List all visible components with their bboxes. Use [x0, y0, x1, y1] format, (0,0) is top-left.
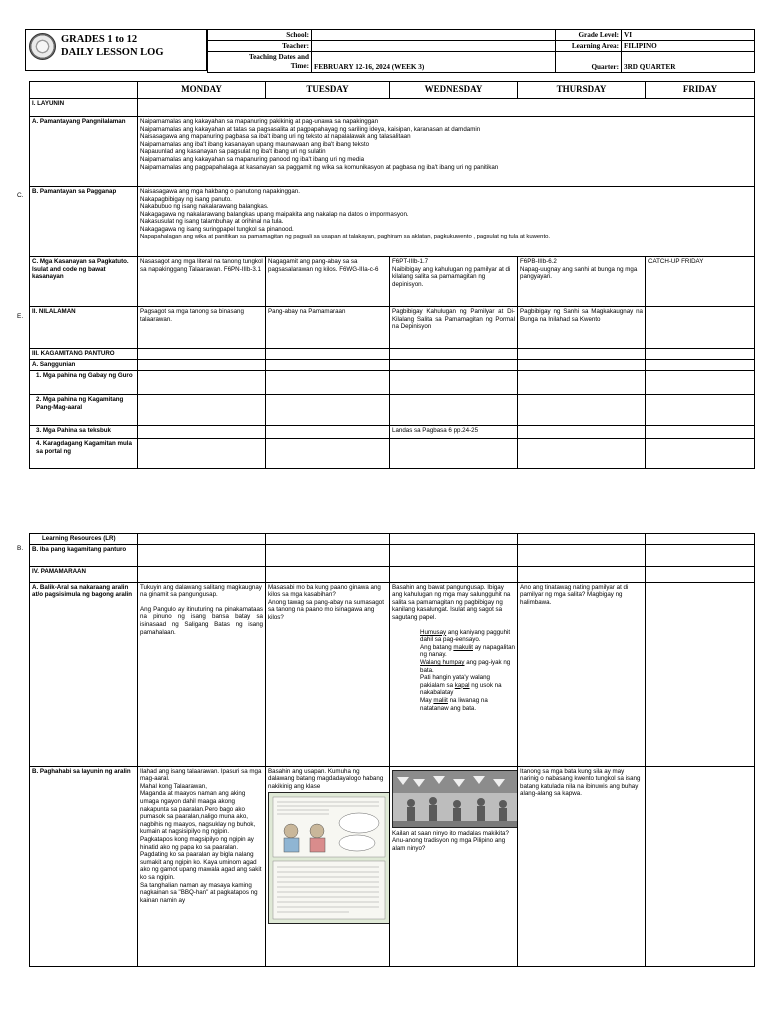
margin-letter-e: E.	[17, 313, 24, 320]
pamantayang-pangnilalaman-list	[138, 117, 755, 187]
pp-line: Naipamamalas ang pagpapahalaga at kasanayan sa paggamit ng wika sa komunikasyon at pagbasa ng iba't ibang uri ng panitikan	[140, 163, 499, 171]
kasanayan-friday: CATCH-UP FRIDAY	[646, 257, 755, 307]
pamamaraan-label: IV. PAMAMARAAN	[30, 566, 138, 582]
karagdagang-kagamitan-label: 4. Karagdagang Kagamitan mula sa portal ng	[30, 439, 138, 469]
balik-aral-monday-instruction: Tukuyin ang dalawang salitang magkaugnay na ginamit sa pangungusap.	[140, 583, 262, 599]
balik-aral-thursday: Ano ang tinatawag nating pamilyar at di pamilyar ng mga salita? Magbigay ng halimbawa.	[518, 582, 646, 766]
balik-aral-monday-sentence: Ang Pangulo ay itinuturing na pinakamataas na pinuno ng isang bansa batay sa isinasaad ng Saligang Batas ng isang pamahalaan.	[140, 605, 263, 636]
layunin-blank	[138, 99, 755, 117]
teaching-dates-label	[208, 52, 312, 73]
school-label: School:	[208, 30, 312, 41]
pg-line: Nakagagawa ng nakalarawang balangkas upang maipakita ang nakalap na datos o impormasyon.	[140, 210, 409, 218]
sentence-4: Pati hangin yata'y walang pakialam sa kapal ng usok na nakabalatay	[420, 674, 502, 697]
sentence-3: Walang humpay ang pag-iyak ng bata.	[420, 658, 511, 674]
quarter-value: 3RD QUARTER	[622, 52, 755, 73]
corner-header	[30, 82, 138, 99]
pamantayan-sa-pagganap-list	[138, 187, 755, 257]
grade-level-label: Grade Level:	[556, 30, 622, 41]
teacher-value	[312, 41, 556, 52]
paghahabi-tuesday	[266, 766, 390, 966]
layunin-label: I. LAYUNIN	[30, 99, 138, 117]
day-header-wednesday: WEDNESDAY	[390, 82, 518, 99]
paghahabi-friday	[646, 766, 755, 966]
quarter-label: Quarter:	[556, 52, 622, 73]
header-title-line2: DAILY LESSON LOG	[61, 47, 164, 58]
lesson-table-top	[29, 81, 755, 469]
kasanayan-label: C. Mga Kasanayan sa Pagkatuto. Isulat and code ng bawat kasanayan	[30, 257, 138, 307]
pg-line: Nakagagawa ng isang suringpapel tungkol sa pinanood.	[140, 225, 294, 233]
pg-line: Nakabubuo ng isang nakalarawang balangkas.	[140, 203, 269, 211]
day-header-friday: FRIDAY	[646, 82, 755, 99]
pp-line: Naipamamalas ang iba't ibang kasanayan upang maunawaan ang iba't ibang teksto	[140, 140, 370, 148]
school-value	[312, 30, 556, 41]
dialogue-illustration-image	[268, 792, 390, 924]
nilalaman-label: II. NILALAMAN	[30, 307, 138, 349]
lesson-table-bottom	[29, 533, 755, 967]
sentence-1: Humusay ang kaniyang pagguhit dahil sa pag-eensayo.	[420, 628, 511, 644]
pp-line: Naipamamalas ang kakayahan at tatas sa pagsasalita at pagpapahayag ng sariling ideya, kaisipan, karanasan at damdamin	[140, 125, 481, 133]
teacher-label: Teacher:	[208, 41, 312, 52]
teaching-dates-value: FEBRUARY 12-16, 2024 (WEEK 3)	[312, 52, 556, 73]
balik-aral-friday	[646, 582, 755, 766]
balik-aral-monday	[138, 582, 266, 766]
tradition-photo-image	[392, 770, 518, 828]
nilalaman-monday: Pagsagot sa mga tanong sa binasang talaarawan.	[138, 307, 266, 349]
balik-aral-wednesday	[390, 582, 518, 766]
underlined-word: makulit	[453, 643, 473, 651]
margin-letter-c: C.	[17, 192, 24, 199]
nilalaman-wednesday: Pagbibigay Kahulugan ng Pamilyar at Di-Kilalang Salita sa Pamamagitan ng Pormal na Depinisyon	[390, 307, 518, 349]
header-meta-table	[207, 29, 755, 73]
day-header-tuesday: TUESDAY	[266, 82, 390, 99]
sentence-2: Ang batang makulit ay napagalitan ng nanay.	[420, 643, 515, 659]
pp-line: Napauunlad ang kasanayan sa pagsulat ng iba't ibang uri ng sulatin	[140, 148, 326, 156]
balik-aral-wednesday-instruction: Basahin ang bawat pangungusap. Ibigay ang kahulugan ng mga may salungguhit na salita sa pamamagitan ng pagbibigay ng kanilang kasalungat. Isulat ang sagot sa sagutang papel.	[392, 583, 511, 621]
paghahabi-wednesday	[390, 766, 518, 966]
margin-letter-b: B.	[17, 545, 24, 552]
kasanayan-tuesday: Nagagamit ang pang-abay sa sa pagsasalarawan ng kilos. F6WG-IIIa-c-6	[266, 257, 390, 307]
sanggunian-label: A. Sanggunian	[30, 360, 138, 371]
paghahabi-tuesday-text: Basahin ang usapan. Kumuha ng dalawang batang magdadayalogo habang nakikinig ang klase	[268, 767, 384, 790]
pg-line: Napapahalagan ang wika at panitikan sa pamamagitan ng pagsali sa usapan at talakayan, paghiram sa aklatan, pagkukuwento , pagsulat ng tula at kuwento.	[140, 233, 551, 240]
paghahabi-label: B. Paghahabi sa layunin ng aralin	[30, 766, 138, 966]
paghahabi-wednesday-text: Kailan at saan ninyo ito madalas makikita? Anu-anong tradisyon ng mga Pilipino ang alam ninyo?	[392, 829, 509, 852]
kagamitan-label: III. KAGAMITANG PANTURO	[30, 349, 138, 360]
pg-line: Naisasagawa ang mga hakbang o panutong napakinggan.	[140, 188, 300, 195]
balik-aral-label: A. Balik-Aral sa nakaraang aralin at/o pagsisimula ng bagong aralin	[30, 582, 138, 766]
kasanayan-wednesday: F6PT-IIIb-1.7 Naibibigay ang kahulugan ng pamilyar at di kilalang salita sa pamamagitan ng depinisyon.	[390, 257, 518, 307]
pp-line: Naisasagawa ang mapanuring pagbasa sa iba't ibang uri ng teksto at napalalawak ang talasalitaan	[140, 133, 411, 141]
pp-line: Naipamamalas ang kakayahan sa mapanuring panood ng iba't ibang uri ng media	[140, 155, 365, 163]
teaching-dates-label-line2: Time:	[290, 62, 309, 70]
kasanayan-monday: Nasasagot ang mga literal na tanong tungkol sa napakinggang Talaarawan. F6PN-IIIb-3.1	[138, 257, 266, 307]
pamantayang-pangnilalaman-label: A. Pamantayang Pangnilalaman	[30, 117, 138, 187]
nilalaman-friday	[646, 307, 755, 349]
underlined-word: maliit	[433, 696, 448, 704]
gabay-guro-label: 1. Mga pahina ng Gabay ng Guro	[30, 371, 138, 395]
paghahabi-thursday: Itanong sa mga bata kung sila ay may narinig o nabasang kwento tungkol sa isang batang katulada nila na ibinuwis ang buhay alang-alang sa kapwa.	[518, 766, 646, 966]
header-title-line1: GRADES 1 to 12	[61, 34, 138, 45]
nilalaman-tuesday: Pang-abay na Pamamaraan	[266, 307, 390, 349]
nilalaman-thursday: Pagbibigay ng Sanhi sa Magkakaugnay na Bunga na Inilahad sa Kwento	[518, 307, 646, 349]
tradition-photo-drawing	[393, 771, 517, 827]
sentence-5: May maliit na liwanag na natatanaw ang bata.	[420, 696, 488, 712]
day-header-monday: MONDAY	[138, 82, 266, 99]
day-header-thursday: THURSDAY	[518, 82, 646, 99]
teksbuk-label: 3. Mga Pahina sa teksbuk	[30, 426, 138, 439]
paghahabi-monday: Ilahad ang isang talaarawan. Ipasuri sa mga mag-aaral. Mahal kong Talaarawan, Maganda at maayos naman ang aking umaga ngayon dahil maaga akong nakapunta sa paaralan.Pero bago ako pumasok sa paaralan,naligo muna ako, nagbihis ng maayos, nagsuklay ng buhok, kumain at nagsisipilyo ng ngipin. Pagkatapos kong magsipilyo ng ngipin ay hinatid ako ng papa ko sa paaralan. Pagdating ko sa paaralan ay bigla nalang sumakit ang ngipin ko. Kaya uminom agad ako ng gamot upang mawala agad ang sakit ko sa ngipin. Sa tanghalian naman ay masaya kaming nagkainan sa "BBQ-han" at pagkatapos ng kainan namin ay	[138, 766, 266, 966]
underlined-word: kapal	[454, 681, 470, 689]
grade-level-value: VI	[622, 30, 755, 41]
teaching-dates-label-line1: Teaching Dates and	[248, 53, 309, 61]
learning-area-value: FILIPINO	[622, 41, 755, 52]
kagamitang-mag-aaral-label: 2. Mga pahina ng Kagamitang Pang-Mag-aaral	[30, 395, 138, 426]
dialogue-illustration-drawing	[269, 793, 389, 923]
pg-line: Nakasusulat ng isang talambuhay at orihinal na tula.	[140, 218, 284, 226]
pp-line: Naipamamalas ang kakayahan sa mapanuring pakikinig at pag-unawa sa napakinggan	[140, 118, 379, 125]
pg-line: Nakapagbibigay ng isang panuto.	[140, 195, 232, 203]
teksbuk-wednesday: Landas sa Pagbasa 6 pp.24-25	[390, 426, 518, 439]
kasanayan-thursday: F6PB-IIIb-6.2 Napag-uugnay ang sanhi at bunga ng mga pangyayari.	[518, 257, 646, 307]
deped-seal-icon	[29, 33, 56, 60]
iba-pang-kagamitan-label: B. Iba pang kagamitang panturo	[30, 544, 138, 566]
learning-area-label: Learning Area:	[556, 41, 622, 52]
balik-aral-tuesday: Masasabi mo ba kung paano ginawa ang kilos sa mga kasabihan? Anong tawag sa pang-abay na sumasagot sa tanong na paano mo isinagawa ang kilos?	[266, 582, 390, 766]
underlined-word: Humusay	[420, 628, 447, 636]
pamantayan-sa-pagganap-label: B. Pamantayan sa Pagganap	[30, 187, 138, 257]
underlined-word: Walang humpay	[420, 658, 465, 666]
learning-resources-label: Learning Resources (LR)	[30, 534, 138, 545]
